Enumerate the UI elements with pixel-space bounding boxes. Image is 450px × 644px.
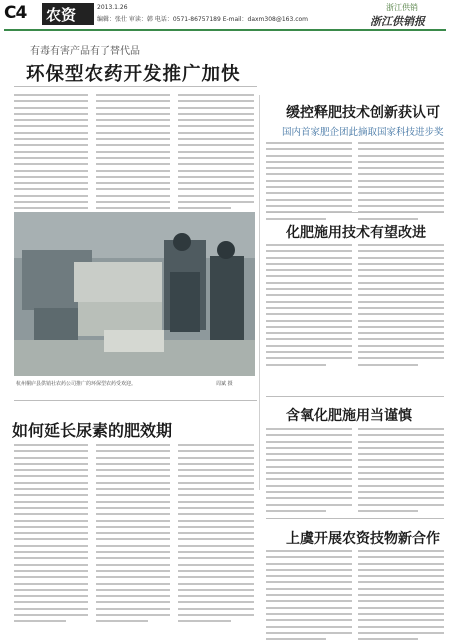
- article-body: [358, 244, 444, 370]
- article-body: [96, 444, 170, 627]
- brand-name: 浙江供销: [386, 3, 418, 12]
- article-body: [266, 550, 352, 644]
- page-number: C4: [4, 3, 27, 23]
- divider: [266, 212, 444, 213]
- column-divider: [259, 95, 260, 490]
- article-body: [266, 428, 352, 516]
- article-kicker: 有毒有害产品有了替代品: [30, 46, 140, 57]
- article-subheadline: 国内首家肥企团此摘取国家科技进步奖: [282, 127, 444, 138]
- article-body: [14, 444, 88, 627]
- article-headline: 环保型农药开发推广加快: [26, 64, 241, 85]
- header-rule: [4, 29, 446, 31]
- article-headline: 如何延长尿素的肥效期: [12, 421, 173, 440]
- article-body: [178, 94, 254, 214]
- article-headline: 化肥施用技术有望改进: [286, 225, 426, 241]
- article-body: [178, 444, 254, 627]
- article-body: [358, 550, 444, 644]
- photo-credit: 周斌 摄: [216, 381, 233, 387]
- divider: [266, 396, 444, 397]
- divider: [14, 86, 257, 87]
- article-body: [96, 94, 170, 220]
- article-photo: [14, 212, 255, 376]
- article-body: [358, 428, 444, 516]
- newspaper-logo: 浙江供销报: [370, 15, 425, 28]
- divider: [14, 400, 257, 401]
- photo-image: [14, 212, 255, 376]
- article-headline: 上虞开展农资技物新合作: [286, 531, 440, 547]
- article-body: [266, 244, 352, 370]
- section-name: 农资: [46, 6, 77, 24]
- editor-info: 编辑：张仕 审读：韩 电话：0571-86757189 E-mail：daxm308@163.com: [97, 16, 309, 23]
- page-header: [0, 0, 450, 30]
- issue-date: 2013.1.26: [97, 4, 128, 11]
- article-body: [14, 94, 88, 220]
- article-headline: 含氧化肥施用当谨慎: [286, 408, 412, 424]
- divider: [266, 518, 444, 519]
- photo-caption: 杭州桐庐县供销社农药公司推广的环保型农药受欢迎。: [16, 381, 137, 387]
- article-headline: 缓控释肥技术创新获认可: [286, 105, 440, 121]
